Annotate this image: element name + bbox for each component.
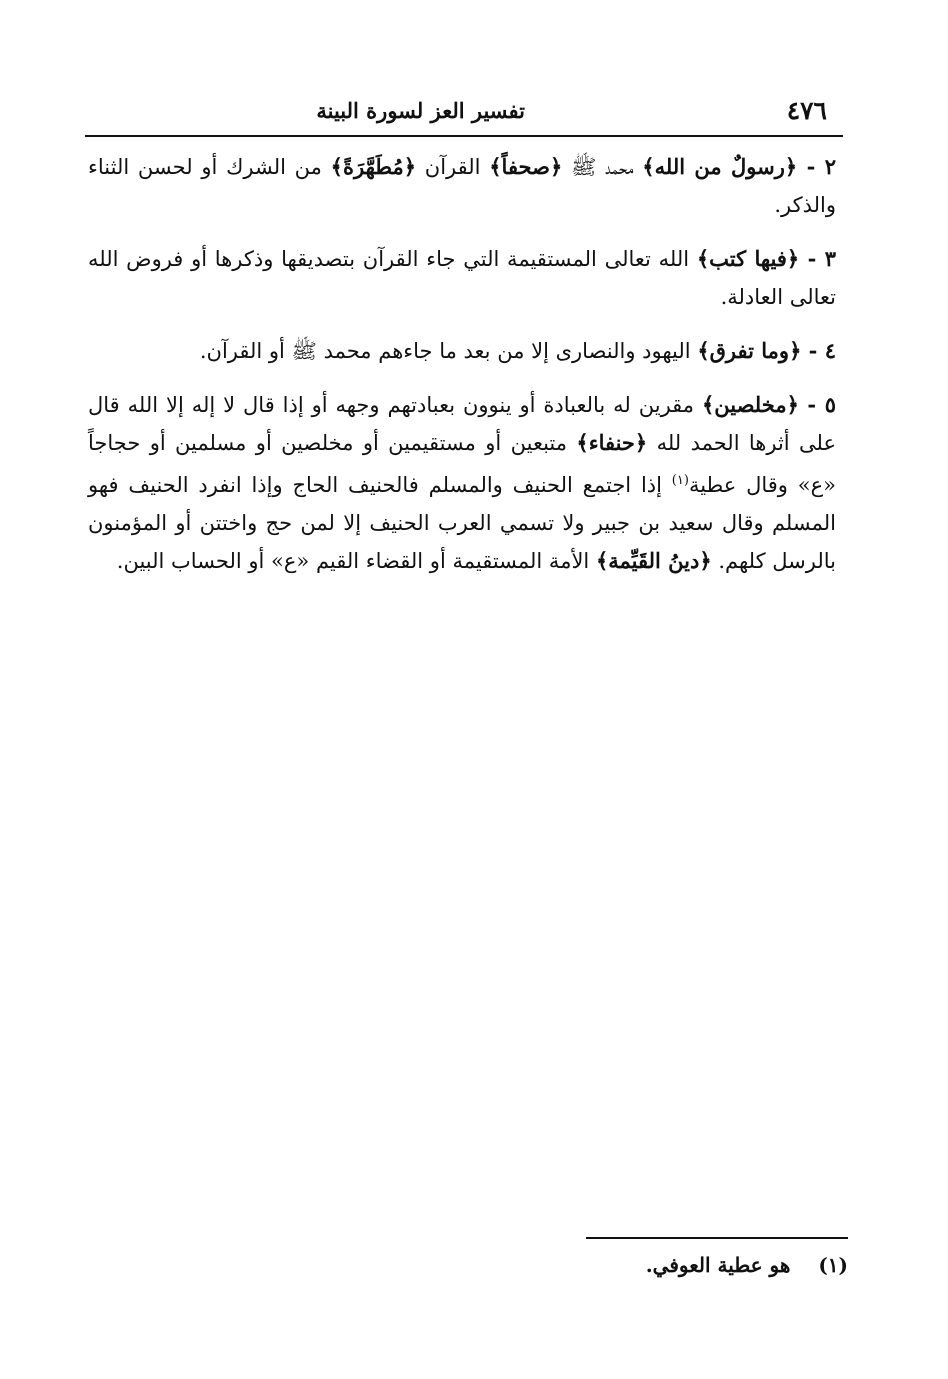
commentary-text: اليهود والنصارى إلا من بعد ما جاءهم محمد ﷺ أو القرآن. (199, 339, 698, 363)
page-header (85, 92, 845, 132)
quranic-term: ﴿حنفاء﴾ (576, 430, 648, 455)
footnote-text: هو عطية العوفي. (645, 1253, 791, 1277)
commentary-text: الأمة المستقيمة أو القضاء القيم «ع» أو الحساب البين. (116, 549, 596, 573)
header-rule (85, 135, 843, 137)
quranic-term: ﴿مخلصين﴾ (701, 392, 799, 417)
quranic-term: ﴿فيها كتب﴾ (696, 246, 800, 271)
commentary-text: القرآن (416, 155, 490, 179)
paragraph (88, 386, 836, 580)
footnote-rule (586, 1237, 848, 1239)
commentary-text: مقرين له بالعبادة أو ينوون بعبادتهم وجهه أو إذا قال لا إله إلا الله قال على أثرها الحمد لله (88, 393, 836, 455)
page-number: ٤٧٦ (786, 96, 827, 125)
commentary-text: من الشرك أو لحسن الثناء والذكر. (88, 155, 836, 217)
quranic-term: ﴿رسولٌ من الله﴾ (642, 154, 798, 179)
quranic-term: ﴿صحفاً﴾ (489, 154, 563, 179)
running-title: تفسير العز لسورة البينة (316, 98, 525, 123)
paragraph-number: ٤ - (801, 338, 836, 363)
paragraph (88, 332, 836, 370)
quranic-term: ﴿مُطَهَّرَةً﴾ (330, 154, 417, 179)
footnote-marker: (١) (818, 1253, 848, 1277)
quranic-term: ﴿وما تفرق﴾ (697, 338, 802, 363)
page-body (88, 148, 836, 596)
quranic-term: ﴿دينُ القَيِّمة﴾ (595, 548, 712, 573)
footnote (646, 1248, 848, 1282)
commentary-text: متبعين أو مستقيمين أو مخلصين أو مسلمين أو حجاجاً «ع» وقال عطية (88, 431, 836, 497)
paragraph (88, 148, 836, 224)
commentary-text: إذا اجتمع الحنيف والمسلم فالحنيف الحاج وإذا انفرد الحنيف فهو المسلم وقال سعيد بن جبير ولا تسمي العرب الحنيف إلا لمن حج واختتن أو المؤمنون بالرسل كلهم. (88, 473, 836, 573)
footnote-reference: (١) (671, 473, 689, 488)
paragraph-number: ٢ - (797, 154, 836, 179)
paragraph (88, 240, 836, 316)
paragraph-number: ٥ - (798, 392, 836, 417)
commentary-text: الله تعالى المستقيمة التي جاء القرآن بتصديقها وذكرها أو فروض الله تعالى العادلة. (88, 247, 836, 309)
commentary-text: محمد ﷺ (562, 155, 643, 179)
paragraph-number: ٣ - (799, 246, 836, 271)
